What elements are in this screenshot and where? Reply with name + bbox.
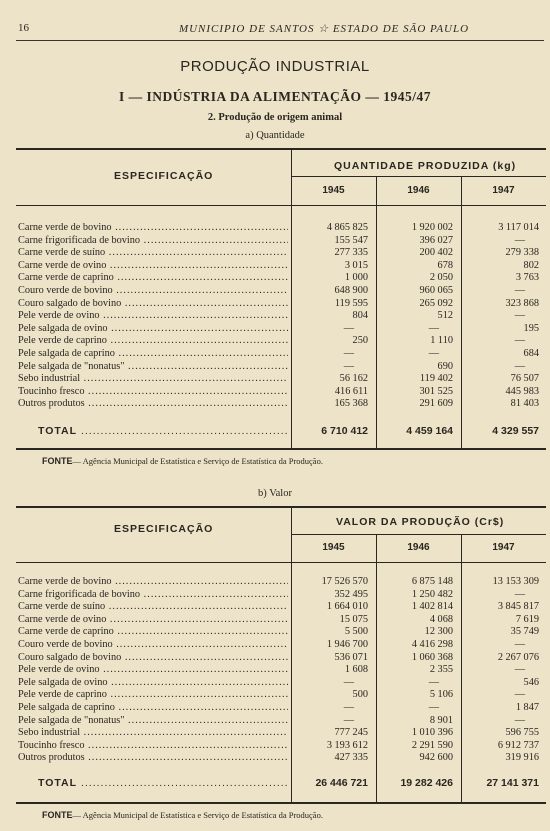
cell-value: 323 868 [505,297,539,309]
cell-value: 427 335 [334,752,368,764]
group-header: QUANTIDADE PRODUZIDA (kg) [334,160,517,172]
cell-value: 5 106 [429,689,453,701]
cell-value: 6 875 148 [411,576,453,587]
cell-value: 942 600 [419,752,453,764]
cell-value: — [428,676,439,688]
row-label: Carne verde de suíno ..... [18,601,288,614]
cell-value: 250 [352,335,368,347]
cell-value: — [514,689,525,701]
row-label: Pele salgada de caprino ..... [18,702,288,715]
cell-value: 1 000 [344,272,368,284]
row-label: Couro salgado de bovino ..... [18,652,288,665]
cell-value: — [514,664,525,676]
header-rule [16,40,544,41]
cell-value: — [343,322,354,334]
table-row [16,589,546,602]
cell-value: 648 900 [334,285,368,296]
total-row [16,424,546,438]
cell-value: 195 [523,322,539,334]
table-row [16,361,546,374]
total-label: TOTAL ..... [38,776,288,790]
cell-value: 777 245 [334,727,368,739]
cell-value: 2 267 076 [497,651,539,663]
row-label: Carne frigorificada de bovino ..... [18,589,288,602]
table-row [16,335,546,348]
cell-value: 1 847 [515,702,539,713]
spec-header: ESPECIFICAÇÃO [114,170,214,182]
cell-value: — [514,588,525,600]
cell-value: 1 946 700 [326,639,368,650]
cell-value: 155 547 [334,234,368,246]
cell-value: 416 611 [334,385,368,397]
cell-value: 1 110 [430,335,453,347]
table-row [16,652,546,665]
cell-value: 3 117 014 [498,222,539,233]
total-label: TOTAL ..... [38,424,288,438]
source-key: FONTE [42,456,73,466]
row-label: Couro verde de bovino ..... [18,285,288,298]
cell-value: 6 912 737 [497,739,539,751]
cell-value: — [428,348,439,359]
cell-value: 445 983 [505,385,539,397]
table-bottom-rule [16,448,546,450]
total-value: 27 141 371 [486,777,539,789]
total-value: 4 329 557 [492,425,539,437]
table-a-source [42,456,540,466]
cell-value: — [514,714,525,726]
running-header [18,22,530,38]
total-value: 4 459 164 [406,425,453,437]
running-title: MUNICIPIO DE SANTOS ☆ ESTADO DE SÃO PAULO [178,23,470,35]
cell-value: 165 368 [334,398,368,410]
subsection-heading: 2. Produção de origem animal [207,112,343,123]
table-top-rule [16,506,546,508]
cell-value: — [343,702,354,713]
cell-value: — [514,360,525,372]
row-label: Carne verde de ovino ..... [18,614,288,627]
row-label: Carne verde de bovino ..... [18,576,288,589]
table-row [16,222,546,235]
table-row [16,677,546,690]
table-row [16,727,546,740]
row-label: Pele salgada de ovino ..... [18,677,288,690]
table-row [16,702,546,715]
cell-value: 265 092 [419,297,453,309]
cell-value: 291 609 [419,398,453,410]
row-label: Pele verde de caprino ..... [18,335,288,348]
table-b-source [42,810,540,820]
source-text: — Agência Municipal de Estatística e Serviço de Estatística da Produção. [72,456,323,466]
cell-value: 536 071 [334,651,368,663]
table-bottom-rule [16,802,546,804]
total-value: 19 282 426 [400,777,453,789]
row-label: Carne verde de caprino ..... [18,272,288,285]
table-row [16,740,546,753]
cell-value: 3 015 [344,259,368,271]
cell-value: 3 763 [515,272,539,284]
year-header: 1947 [492,185,515,196]
table-row [16,323,546,336]
table-row [16,715,546,728]
table-row [16,664,546,677]
table-valor [16,506,546,806]
row-label: Pele salgada de caprino ..... [18,348,288,361]
cell-value: 3 193 612 [326,739,368,751]
table-row [16,639,546,652]
cell-value: 960 065 [419,285,453,296]
cell-value: 1 250 482 [411,588,453,600]
row-label: Couro verde de bovino ..... [18,639,288,652]
cell-value: 319 916 [505,752,539,764]
cell-value: 684 [523,348,539,359]
group-header-rule [291,176,546,177]
cell-value: — [514,639,525,650]
cell-value: 804 [352,310,368,322]
table-row [16,272,546,285]
cell-value: 13 153 309 [492,576,539,587]
cell-value: — [514,335,525,347]
cell-value: — [514,310,525,322]
cell-value: — [514,285,525,296]
cell-value: — [514,234,525,246]
row-label: Sebo industrial ..... [18,373,288,386]
cell-value: — [343,714,354,726]
total-row [16,776,546,790]
cell-value: 512 [437,310,453,322]
cell-value: 279 338 [505,247,539,259]
year-header: 1946 [407,185,430,196]
cell-value: 1 664 010 [326,601,368,613]
table-b-part-label: b) Valor [258,488,292,499]
source-text: — Agência Municipal de Estatística e Serviço de Estatística da Produção. [72,810,323,820]
cell-value: — [428,702,439,713]
cell-value: 200 402 [419,247,453,259]
cell-value: 690 [437,360,453,372]
table-row [16,247,546,260]
row-label: Carne verde de suíno ..... [18,247,288,260]
header-bottom-rule [16,205,546,206]
section-heading: I — INDÚSTRIA DA ALIMENTAÇÃO — 1945/47 [118,89,432,104]
year-header: 1946 [407,542,430,553]
table-row [16,386,546,399]
cell-value: 1 010 396 [411,727,453,739]
cell-value: 1 060 368 [411,651,453,663]
row-label: Carne verde de caprino ..... [18,626,288,639]
cell-value: 56 162 [339,373,368,385]
cell-value: 12 300 [424,626,453,638]
cell-value: 1 402 814 [411,601,453,613]
row-label: Pele salgada de "nonatus" ..... [18,361,288,374]
table-row [16,373,546,386]
table-row [16,348,546,361]
year-header: 1947 [492,542,515,553]
cell-value: 4 865 825 [326,222,368,233]
table-row [16,601,546,614]
row-label: Toucinho fresco ..... [18,386,288,399]
group-header: VALOR DA PRODUÇÃO (Cr$) [336,516,505,528]
table-row [16,298,546,311]
table-row [16,752,546,765]
spec-header: ESPECIFICAÇÃO [114,523,214,535]
cell-value: 2 355 [429,664,453,676]
total-value: 26 446 721 [315,777,368,789]
row-label: Sebo industrial ..... [18,727,288,740]
cell-value: 5 500 [344,626,368,638]
cell-value: 2 291 590 [411,739,453,751]
cell-value: 596 755 [505,727,539,739]
row-label: Toucinho fresco ..... [18,740,288,753]
cell-value: 8 901 [429,714,453,726]
table-row [16,398,546,411]
table-row [16,260,546,273]
cell-value: 301 525 [419,385,453,397]
cell-value: 546 [523,676,539,688]
table-quantidade [16,148,546,450]
row-label: Pele verde de ovino ..... [18,310,288,323]
cell-value: 15 075 [339,613,368,625]
row-label: Pele salgada de ovino ..... [18,323,288,336]
year-header: 1945 [322,542,345,553]
cell-value: 2 050 [429,272,453,284]
table-row [16,235,546,248]
row-label: Carne verde de ovino ..... [18,260,288,273]
table-row [16,310,546,323]
table-row [16,614,546,627]
cell-value: 277 335 [334,247,368,259]
group-header-rule [291,534,546,535]
cell-value: 119 402 [419,373,453,385]
cell-value: 3 845 817 [497,601,539,613]
cell-value: 352 495 [334,588,368,600]
row-label: Carne frigorificada de bovino ..... [18,235,288,248]
row-label: Outros produtos ..... [18,752,288,765]
cell-value: 17 526 570 [321,576,368,587]
table-row [16,626,546,639]
table-a-part-label: a) Quantidade [245,130,305,141]
row-label: Pele verde de caprino ..... [18,689,288,702]
page-number: 16 [18,22,29,34]
table-top-rule [16,148,546,150]
cell-value: 4 416 298 [411,639,453,650]
cell-value: 76 507 [510,373,539,385]
header-bottom-rule [16,562,546,563]
cell-value: 4 068 [429,613,453,625]
total-value: 6 710 412 [321,425,368,437]
row-label: Carne verde de bovino ..... [18,222,288,235]
cell-value: — [343,360,354,372]
row-label: Pele verde de ovino ..... [18,664,288,677]
source-key: FONTE [42,810,73,820]
cell-value: 119 595 [334,297,368,309]
cell-value: 35 749 [510,626,539,638]
table-row [16,689,546,702]
cell-value: 396 027 [419,234,453,246]
table-row [16,576,546,589]
year-header: 1945 [322,185,345,196]
cell-value: 7 619 [515,613,539,625]
cell-value: — [343,676,354,688]
cell-value: — [428,322,439,334]
row-label: Couro salgado de bovino ..... [18,298,288,311]
table-row [16,285,546,298]
cell-value: 81 403 [510,398,539,410]
cell-value: 1 920 002 [411,222,453,233]
cell-value: 802 [523,259,539,271]
cell-value: 1 608 [344,664,368,676]
row-label: Outros produtos ..... [18,398,288,411]
cell-value: 500 [352,689,368,701]
row-label: Pele salgada de "nonatus" ..... [18,715,288,728]
cell-value: — [343,348,354,359]
page-title: PRODUÇÃO INDUSTRIAL [180,58,370,75]
cell-value: 678 [437,259,453,271]
